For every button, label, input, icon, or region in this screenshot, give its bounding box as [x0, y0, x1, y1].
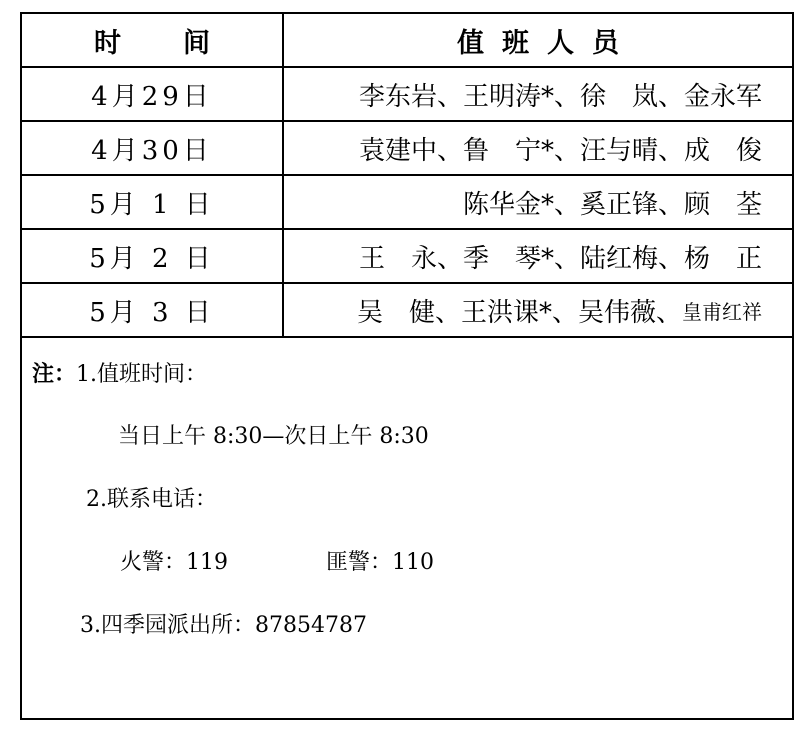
table-row	[22, 122, 792, 176]
row-staff	[284, 68, 792, 120]
row-staff-names: 王 永、季 琴*、陆红梅、杨 正	[358, 243, 762, 274]
note-1-title: 1.值班时间：	[76, 362, 208, 387]
row-date: 5月 1 日	[22, 176, 284, 228]
row-staff	[284, 230, 792, 282]
row-date: 4月30日	[22, 122, 284, 174]
note-3-title: 3.四季园派出所：	[80, 613, 255, 638]
row-date: 5月 3 日	[22, 284, 284, 336]
note-item-3	[80, 608, 367, 639]
row-staff-names: 袁建中、鲁 宁*、汪与晴、成 俊	[358, 135, 762, 166]
table-row	[22, 284, 792, 338]
note-1-value: 当日上午 8:30—次日上午 8:30	[118, 424, 429, 449]
duty-schedule-table	[20, 12, 794, 720]
table-header-row	[22, 14, 792, 68]
row-staff	[284, 176, 792, 228]
police-label: 匪警：	[326, 550, 393, 575]
notes-label: 注：	[32, 361, 77, 387]
notes-section	[22, 339, 792, 718]
fire-label: 火警：	[120, 550, 187, 575]
row-staff-names-small: 皇甫红祥	[682, 299, 762, 324]
fire-number: 119	[186, 550, 229, 575]
fire-phone	[120, 545, 228, 576]
row-date: 4月29日	[22, 68, 284, 120]
row-staff-names: 李东岩、王明涛*、徐 岚、金永军	[358, 81, 762, 112]
table-row	[22, 230, 792, 284]
note-2-title: 2.联系电话：	[86, 487, 217, 512]
row-staff-names: 陈华金*、奚正锋、顾 荃	[462, 189, 762, 220]
row-staff	[284, 122, 792, 174]
row-date: 5月 2 日	[22, 230, 284, 282]
police-phone	[326, 545, 434, 576]
note-3-value: 87854787	[255, 613, 367, 638]
table-row	[22, 68, 792, 122]
note-item-1	[32, 357, 207, 388]
row-staff-names: 吴 健、王洪课*、吴伟薇、	[356, 297, 682, 328]
police-number: 110	[392, 550, 435, 575]
header-staff: 值班人员	[457, 27, 637, 59]
row-staff	[284, 284, 792, 336]
table-row	[22, 176, 792, 230]
header-time: 时间	[22, 14, 284, 66]
